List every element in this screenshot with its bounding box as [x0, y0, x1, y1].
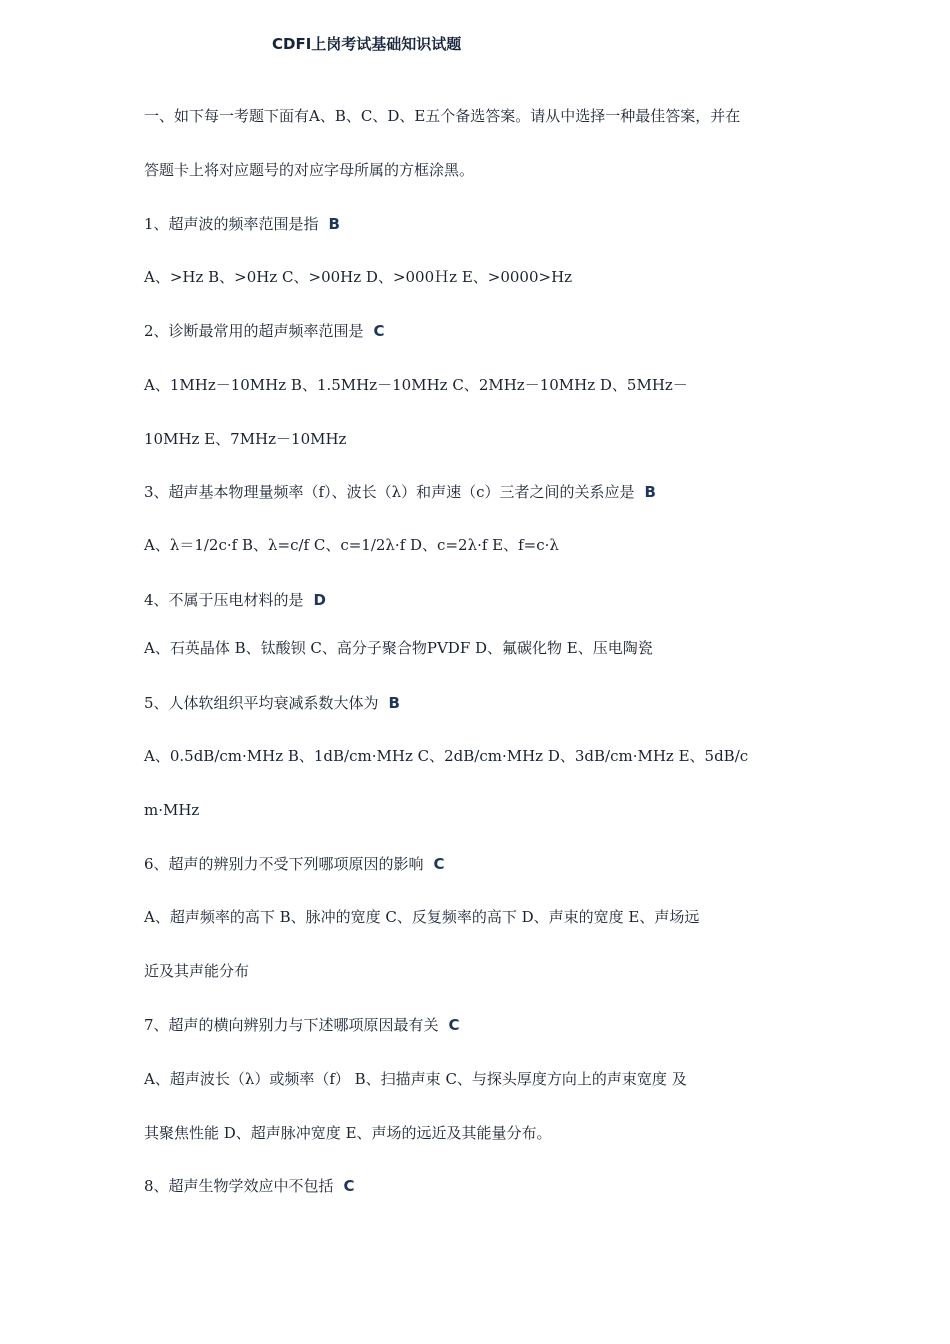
intro-line-2: 答题卡上将对应题号的对应字母所属的方框涂黑。	[144, 161, 475, 179]
question-5-options-line-1: A、0.5dB/cm·MHz B、1dB/cm·MHz C、2dB/cm·MHz D、3dB/cm·MHz E、5dB/c	[144, 747, 749, 765]
answer-key: C	[433, 855, 445, 873]
question-stem: 3、超声基本物理量频率（f）、波长（λ）和声速（c）三者之间的关系应是	[144, 483, 635, 501]
answer-key: C	[373, 322, 385, 340]
question-7-options-line-1: A、超声波长（λ）或频率（f） B、扫描声束 C、与探头厚度方向上的声束宽度 及	[144, 1070, 687, 1088]
answer-key: D	[313, 591, 326, 609]
question-3-options: A、λ＝1/2c·f B、λ=c/f C、c=1/2λ·f D、c=2λ·f E、f=c·λ	[144, 536, 559, 554]
question-stem: 6、超声的辨别力不受下列哪项原因的影响	[144, 855, 424, 873]
question-7	[144, 1015, 460, 1035]
question-5-options-line-2: m·MHz	[144, 801, 200, 819]
answer-key: C	[343, 1177, 355, 1195]
question-4-options: A、石英晶体 B、钛酸钡 C、高分子聚合物PVDF D、氟碳化物 E、压电陶瓷	[144, 639, 653, 657]
question-2	[144, 321, 385, 341]
question-8	[144, 1176, 355, 1196]
question-6-options-line-2: 近及其声能分布	[144, 962, 250, 980]
question-5	[144, 693, 400, 713]
question-7-options-line-2: 其聚焦性能 D、超声脉冲宽度 E、声场的远近及其能量分布。	[144, 1124, 552, 1142]
question-1-options: A、>Hz B、>0Hz C、>00Hz D、>000Ｈz E、>0000>Hz	[144, 268, 573, 286]
question-6-options-line-1: A、超声频率的高下 B、脉冲的宽度 C、反复频率的高下 D、声束的宽度 E、声场远	[144, 908, 700, 926]
question-1	[144, 214, 340, 234]
intro-line-1: 一、如下每一考题下面有A、B、C、D、E五个备选答案。请从中选择一种最佳答案，并在	[144, 107, 741, 125]
answer-key: B	[388, 694, 400, 712]
question-3	[144, 482, 656, 502]
page-title: CDFI上岗考试基础知识试题	[272, 35, 462, 53]
question-stem: 2、诊断最常用的超声频率范围是	[144, 322, 364, 340]
answer-key: B	[328, 215, 340, 233]
question-stem: 8、超声生物学效应中不包括	[144, 1177, 334, 1195]
question-stem: 1、超声波的频率范围是指	[144, 215, 319, 233]
question-2-options-line-2: 10MHz E、7MHz－10MHz	[144, 430, 347, 448]
question-stem: 5、人体软组织平均衰减系数大体为	[144, 694, 379, 712]
answer-key: C	[448, 1016, 460, 1034]
question-4	[144, 590, 326, 610]
answer-key: B	[644, 483, 656, 501]
question-stem: 7、超声的横向辨别力与下述哪项原因最有关	[144, 1016, 439, 1034]
question-2-options-line-1: A、1MHz－10MHz B、1.5MHz－10MHz C、2MHz－10MHz D、5MHz－	[144, 376, 688, 394]
question-6	[144, 854, 445, 874]
question-stem: 4、不属于压电材料的是	[144, 591, 304, 609]
